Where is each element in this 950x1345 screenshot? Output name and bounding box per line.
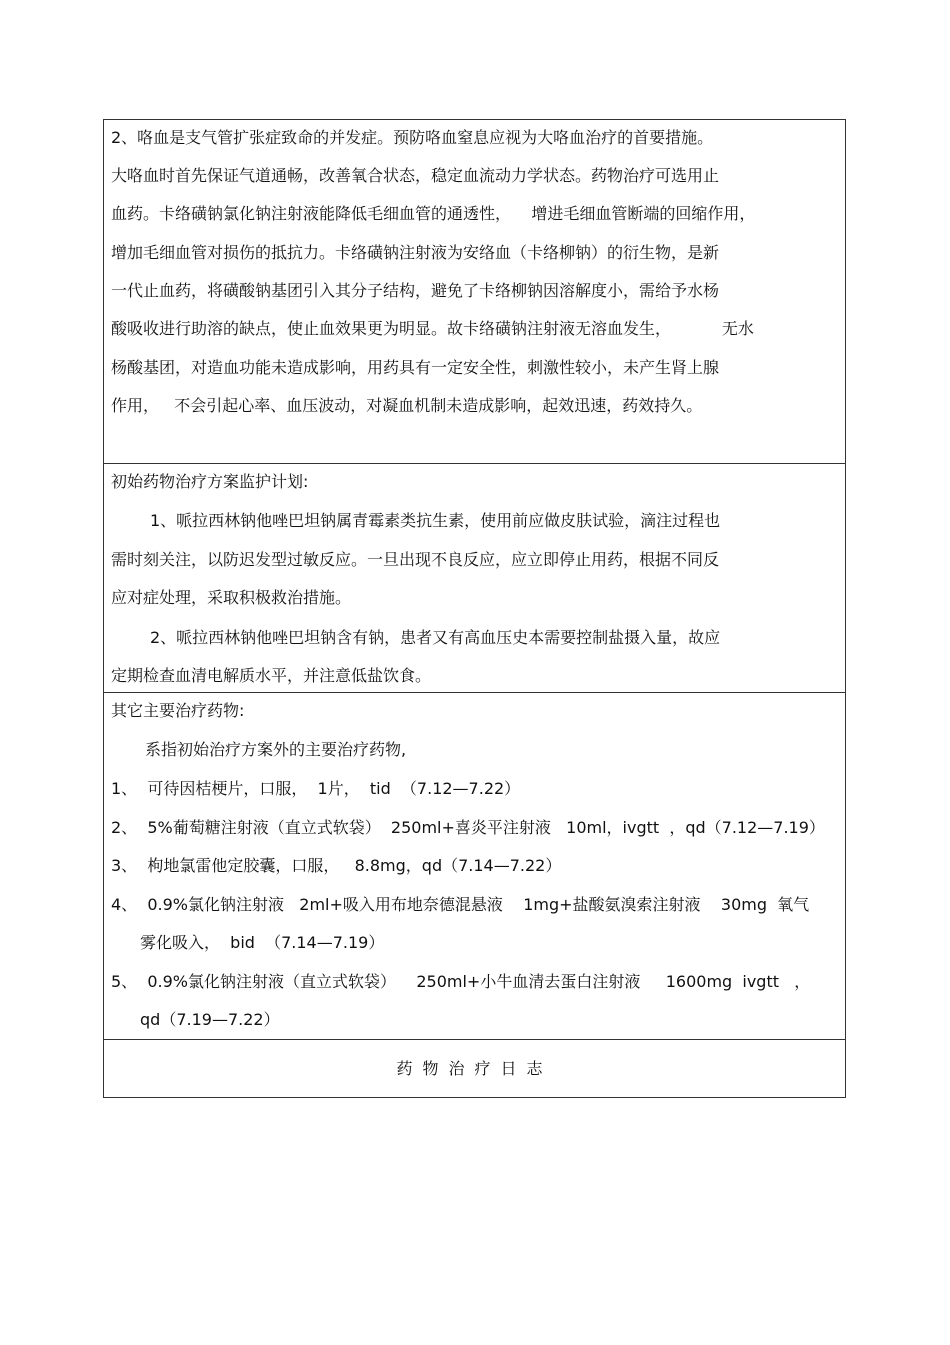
paragraph-line: 2、哌拉西林钠他唑巴坦钠含有钠，患者又有高血压史本需要控制盐摄入量，故应 [150, 628, 721, 647]
medication-item: 4、 0.9%氯化钠注射液 2ml+吸入用布地奈德混悬液 1mg+盐酸氨溴索注射液 30mg 氧气 [111, 895, 810, 914]
paragraph-line: 作用， 不会引起心率、血压波动，对凝血机制未造成影响，起效迅速，药效持久。 [111, 396, 703, 415]
section-title: 其它主要治疗药物: [111, 701, 245, 720]
treatment-log-title: 药物治疗日志 [396, 1059, 553, 1078]
paragraph-line: 定期检查血清电解质水平，并注意低盐饮食。 [111, 666, 432, 685]
medication-item: 5、 0.9%氯化钠注射液（直立式软袋） 250ml+小牛血清去蛋白注射液 1600mg ivgtt ， [111, 972, 811, 991]
medication-item-continuation: 雾化吸入， bid （7.14—7.19） [140, 933, 385, 952]
paragraph-line: 1、哌拉西林钠他唑巴坦钠属青霉素类抗生素，使用前应做皮肤试验，滴注过程也 [150, 511, 721, 530]
other-medications-section [104, 693, 845, 1040]
monitoring-plan-section [104, 464, 845, 693]
hemoptysis-section [104, 120, 845, 464]
paragraph-line: 杨酸基团，对造血功能未造成影响，用药具有一定安全性，刺激性较小，未产生肾上腺 [111, 358, 720, 377]
paragraph-line: 酸吸收进行助溶的缺点，使止血效果更为明显。故卡络磺钠注射液无溶血发生， 无水 [111, 319, 754, 338]
paragraph-line: 需时刻关注，以防迟发型过敏反应。一旦出现不良反应，应立即停止用药，根据不同反 [111, 550, 720, 569]
medication-item-continuation: qd（7.19—7.22） [140, 1010, 280, 1029]
paragraph-line: 应对症处理，采取积极救治措施。 [111, 588, 352, 607]
section-title: 初始药物治疗方案监护计划: [111, 472, 309, 491]
document-table [103, 119, 846, 1098]
paragraph-line: 大咯血时首先保证气道通畅，改善氧合状态，稳定血流动力学状态。药物治疗可选用止 [111, 166, 720, 185]
paragraph-line: 血药。卡络磺钠氯化钠注射液能降低毛细血管的通透性， 增进毛细血管断端的回缩作用， [111, 204, 756, 223]
section-intro: 系指初始治疗方案外的主要治疗药物, [145, 740, 407, 759]
medication-item: 1、 可待因桔梗片，口服， 1片， tid （7.12—7.22） [111, 779, 521, 798]
paragraph-line: 2、咯血是支气管扩张症致命的并发症。预防咯血窒息应视为大咯血治疗的首要措施。 [111, 128, 714, 147]
treatment-log-section [104, 1040, 845, 1097]
paragraph-line: 增加毛细血管对损伤的抵抗力。卡络磺钠注射液为安络血（卡络柳钠）的衍生物，是新 [111, 243, 720, 262]
paragraph-line: 一代止血药，将磺酸钠基团引入其分子结构，避免了卡络柳钠因溶解度小，需给予水杨 [111, 281, 720, 300]
medication-item: 2、 5%葡萄糖注射液（直立式软袋） 250ml+喜炎平注射液 10ml，ivgtt ，qd（7.12—7.19） [111, 818, 825, 837]
medication-item: 3、 枸地氯雷他定胶囊，口服， 8.8mg，qd（7.14—7.22） [111, 856, 562, 875]
